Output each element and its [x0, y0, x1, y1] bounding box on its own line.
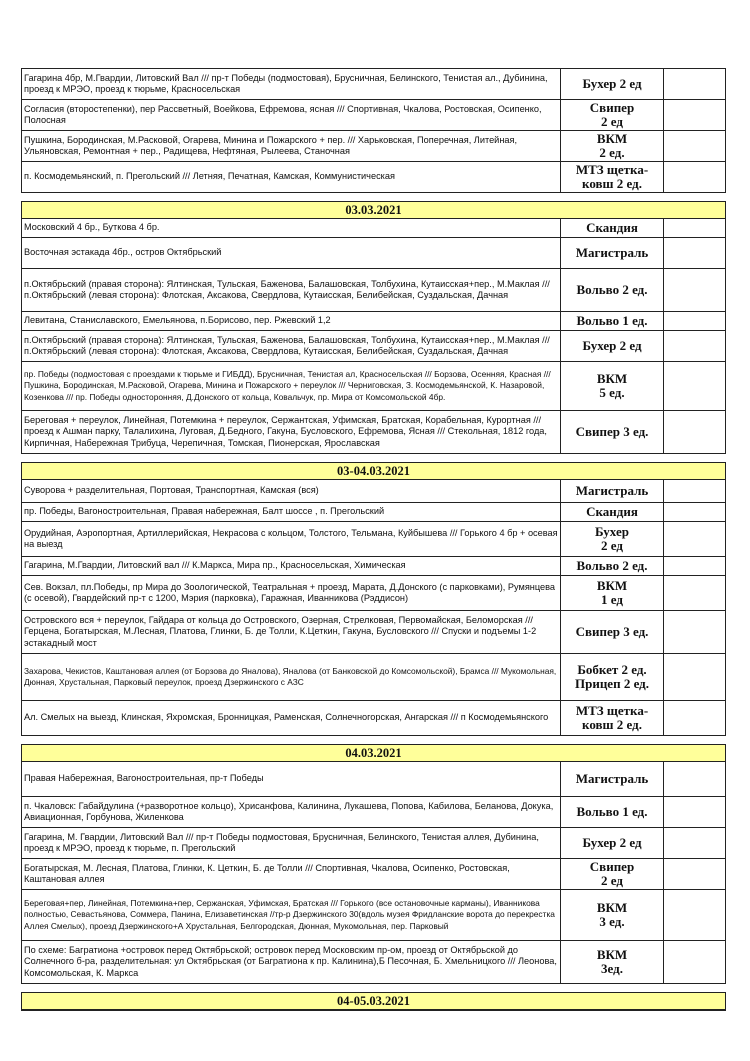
equipment-cell: Бухер 2 ед — [561, 522, 664, 556]
schedule-row — [22, 859, 725, 890]
schedule-row — [22, 762, 725, 797]
schedule-row — [22, 797, 725, 828]
equipment-cell: Магистраль — [561, 762, 664, 796]
equipment-cell: Свипер 2 ед — [561, 100, 664, 130]
date-header: 04-05.03.2021 — [22, 993, 725, 1010]
equipment-cell: ВКМ 5 ед. — [561, 362, 664, 410]
streets-text: Восточная эстакада 4бр., остров Октябрьский — [24, 247, 222, 258]
streets-cell — [22, 100, 561, 130]
streets-cell — [22, 701, 561, 735]
mark-cell — [664, 238, 725, 268]
streets-text: Московский 4 бр., Буткова 4 бр. — [24, 222, 160, 233]
streets-text: Ал. Смелых на выезд, Клинская, Яхромская, Бронницкая, Раменская, Солнечногорская, Ангарская /// п Космодемьянского — [24, 712, 549, 723]
schedule-row — [22, 69, 725, 100]
schedule-row — [22, 131, 725, 162]
schedule-row — [22, 411, 725, 454]
streets-cell — [22, 131, 561, 161]
schedule-row — [22, 219, 725, 238]
mark-cell — [664, 557, 725, 575]
equipment-cell: Свипер 3 ед. — [561, 411, 664, 453]
streets-text: Гагарина 4бр, М.Гвардии, Литовский Вал /// пр-т Победы (подмостовая), Брусничная, Белинского, Тенистая ал., Дубинина, проезд к МРЭО, проезд к тюрьме, Красносельская — [24, 72, 548, 94]
equipment-cell: Скандия — [561, 503, 664, 521]
schedule-row — [22, 941, 725, 984]
mark-cell — [664, 331, 725, 361]
equipment-cell: ВКМ 3 ед. — [561, 890, 664, 940]
streets-cell — [22, 269, 561, 311]
streets-text: Суворова + разделительная, Портовая, Транспортная, Камская (вся) — [24, 485, 319, 496]
mark-cell — [664, 69, 725, 99]
streets-text: п.Октябрьский (правая сторона): Ялтинская, Тульская, Баженова, Балашовская, Толбухина, Кутаисская+пер., М.Маклая /// п.Октябрьский (левая сторона): Флотская, Аксакова, Свердлова, Кутаисская, Белибейская, Суздальская, Дачная — [24, 334, 550, 356]
streets-text: Сев. Вокзал, пл.Победы, пр Мира до Зоологической, Театральная + проезд, Марата, Д.Донского (с парковками), Румянцева (с осевой), Гвардейский пр-т с 1200, Мэрия (парковка), Гаражная, Иванникова (Рэддисон) — [24, 581, 556, 603]
equipment-cell: Вольво 1 ед. — [561, 797, 664, 827]
schedule-row — [22, 162, 725, 193]
schedule-row — [22, 576, 725, 611]
equipment-cell: Вольво 2 ед. — [561, 557, 664, 575]
mark-cell — [664, 890, 725, 940]
mark-cell — [664, 503, 725, 521]
mark-cell — [664, 131, 725, 161]
schedule-document — [21, 68, 726, 1011]
streets-cell — [22, 859, 561, 889]
equipment-cell: ВКМ 1 ед — [561, 576, 664, 610]
date-header: 03.03.2021 — [22, 202, 725, 219]
streets-text: п. Чкаловск: Габайдулина (+разворотное кольцо), Хрисанфова, Калинина, Лукашева, Попова, Кабилова, Беланова, Докука, Авиационная, Горбунова, Жиленкова — [24, 800, 554, 822]
equipment-cell: Магистраль — [561, 238, 664, 268]
streets-cell — [22, 797, 561, 827]
mark-cell — [664, 100, 725, 130]
mark-cell — [664, 162, 725, 192]
schedule-row — [22, 654, 725, 701]
streets-cell — [22, 219, 561, 237]
mark-cell — [664, 762, 725, 796]
schedule-row — [22, 828, 725, 859]
streets-text: Правая Набережная, Вагоностроительная, пр-т Победы — [24, 773, 264, 784]
streets-text: Захарова, Чекистов, Каштановая аллея (от Борзова до Яналова), Яналова (от Банковской до Комсомольской), Брамса /// Мукомольная, Дюнная, Хрустальная, Парковый переулок, проезд Дзержинского с АЗС — [24, 665, 557, 687]
schedule-row — [22, 238, 725, 269]
streets-text: Пушкина, Бородинская, М.Расковой, Огарева, Минина и Пожарского + пер. /// Харьковская, Поперечная, Литейная, Ульяновская, Ремонтная + пер., Радищева, Нефтяная, Рылеева, Станочная — [24, 134, 518, 156]
streets-cell — [22, 654, 561, 700]
schedule-row — [22, 362, 725, 411]
streets-text: Береговая + переулок, Линейная, Потемкина + переулок, Сержантская, Уфимская, Братская, Корабельная, Курортная /// проезд к Ашман парку, Талалихина, Луговая, Д.Бедного, Гакуна, Бусловского, Ефремова, Ясная /// Стекольная, 1812 года, Кирпичная, Набережная Трибуца, Черепичная, Томская, Пионерская, Ярославская — [24, 414, 547, 448]
equipment-cell: Скандия — [561, 219, 664, 237]
mark-cell — [664, 576, 725, 610]
date-header: 03-04.03.2021 — [22, 463, 725, 480]
streets-text: Левитана, Станиславского, Емельянова, п.Борисово, пер. Ржевский 1,2 — [24, 315, 331, 326]
streets-cell — [22, 522, 561, 556]
streets-cell — [22, 557, 561, 575]
schedule-block — [21, 68, 726, 193]
streets-cell — [22, 362, 561, 410]
streets-text: Береговая+пер, Линейная, Потемкина+пер, Сержанская, Уфимская, Братская /// Горького (все остановочные карманы), Иванникова полностью, Севастьянова, Соммера, Панина, Елизаветинская //тр-р Дзержинского 30(вдоль музея Фридланские ворота до перекрестка Аллея Смелых), проезд Дзержинского+А Хрустальная, Белгородская, Дюнная, Мукомольная, пер. Парковый — [24, 897, 555, 931]
schedule-block — [21, 992, 726, 1011]
streets-cell — [22, 611, 561, 653]
schedule-row — [22, 269, 725, 312]
equipment-cell: Магистраль — [561, 480, 664, 502]
equipment-cell: МТЗ щетка- ковш 2 ед. — [561, 162, 664, 192]
streets-text: Островского вся + переулок, Гайдара от кольца до Островского, Озерная, Стрелковая, Первомайская, Беломорская /// Герцена, Богатырская, М.Лесная, Платова, Глинки, Б. де Толли, К.Цеткин, Гакуна, Бусловского /// Спуски и подъемы 1-2 эстакадный мост — [24, 614, 537, 648]
equipment-cell: Бобкет 2 ед. Прицеп 2 ед. — [561, 654, 664, 700]
mark-cell — [664, 654, 725, 700]
streets-cell — [22, 941, 561, 983]
mark-cell — [664, 219, 725, 237]
date-header: 04.03.2021 — [22, 745, 725, 762]
equipment-cell: Вольво 2 ед. — [561, 269, 664, 311]
mark-cell — [664, 859, 725, 889]
streets-cell — [22, 411, 561, 453]
equipment-cell: Свипер 2 ед — [561, 859, 664, 889]
schedule-row — [22, 890, 725, 941]
schedule-row — [22, 312, 725, 331]
mark-cell — [664, 611, 725, 653]
schedule-block — [21, 201, 726, 454]
streets-cell — [22, 331, 561, 361]
streets-cell — [22, 480, 561, 502]
streets-text: п.Октябрьский (правая сторона): Ялтинская, Тульская, Баженова, Балашовская, Толбухина, Кутаисская+пер., М.Маклая /// п.Октябрьский (левая сторона): Флотская, Аксакова, Свердлова, Кутаисская, Белибейская, Суздальская, Дачная — [24, 278, 550, 300]
schedule-row — [22, 331, 725, 362]
mark-cell — [664, 411, 725, 453]
streets-text: пр. Победы (подмостовая с проездами к тюрьме и ГИБДД), Брусничная, Тенистая ал, Красносельская /// Борзова, Осенняя, Красная /// Пушкина, Бородинская, М.Расковой, Огарева, Минина и Пожарского + переулок /// Черниговская, З. Космодемьянской, К. Назаровой, Козенкова /// пр. Победы односторонняя, Д.Донского от кольца, Ковальчук, пр. Мира от Комсомольской 4бр. — [24, 368, 551, 402]
schedule-row — [22, 522, 725, 557]
streets-cell — [22, 576, 561, 610]
streets-cell — [22, 69, 561, 99]
mark-cell — [664, 797, 725, 827]
mark-cell — [664, 312, 725, 330]
streets-text: п. Космодемьянский, п. Прегольский /// Летняя, Печатная, Камская, Коммунистическая — [24, 171, 395, 182]
mark-cell — [664, 362, 725, 410]
schedule-row — [22, 100, 725, 131]
streets-cell — [22, 503, 561, 521]
streets-text: Богатырская, М. Лесная, Платова, Глинки, К. Цеткин, Б. де Толли /// Спортивная, Чкалова, Осипенко, Ростовская, Каштановая аллея — [24, 862, 510, 884]
mark-cell — [664, 941, 725, 983]
equipment-cell: Бухер 2 ед — [561, 69, 664, 99]
schedule-row — [22, 480, 725, 503]
mark-cell — [664, 828, 725, 858]
streets-cell — [22, 238, 561, 268]
streets-text: Гагарина, М.Гвардии, Литовский вал /// К.Маркса, Мира пр., Красносельская, Химическая — [24, 560, 406, 571]
schedule-row — [22, 701, 725, 736]
equipment-cell: Бухер 2 ед — [561, 828, 664, 858]
equipment-cell: Вольво 1 ед. — [561, 312, 664, 330]
schedule-block — [21, 462, 726, 736]
streets-cell — [22, 762, 561, 796]
equipment-cell: ВКМ 2 ед. — [561, 131, 664, 161]
streets-cell — [22, 312, 561, 330]
streets-text: Согласия (второстепенки), пер Рассветный, Воейкова, Ефремова, ясная /// Спортивная, Чкалова, Ростовская, Осипенко, Полосная — [24, 103, 542, 125]
streets-text: По схеме: Багратиона +островок перед Октябрьской; островок перед Московским пр-ом, проезд от Октябрьской до Солнечного б-ра, разделительная: ул Октябрьская (от Багратиона к пр. Калинина),Б Песочная, Б. Хмельницкого /// Леонова, Комсомольская, К. Маркса — [24, 944, 557, 978]
mark-cell — [664, 522, 725, 556]
equipment-cell: Свипер 3 ед. — [561, 611, 664, 653]
mark-cell — [664, 480, 725, 502]
streets-text: Гагарина, М. Гвардии, Литовский Вал /// пр-т Победы подмостовая, Брусничная, Белинского, Тенистая аллея, Дубинина, проезд к МРЭО, проезд к тюрьме, п. Прегольский — [24, 831, 539, 853]
equipment-cell: ВКМ 3ед. — [561, 941, 664, 983]
equipment-cell: Бухер 2 ед — [561, 331, 664, 361]
mark-cell — [664, 701, 725, 735]
schedule-row — [22, 557, 725, 576]
streets-text: Орудийная, Аэропортная, Артиллерийская, Некрасова с кольцом, Толстого, Тельмана, Куйбышева /// Горького 4 бр + осевая на выезд — [24, 527, 558, 549]
equipment-cell: МТЗ щетка- ковш 2 ед. — [561, 701, 664, 735]
schedule-row — [22, 611, 725, 654]
streets-text: пр. Победы, Вагоностроительная, Правая набережная, Балт шоссе , п. Прегольский — [24, 506, 385, 517]
schedule-row — [22, 503, 725, 522]
schedule-block — [21, 744, 726, 984]
streets-cell — [22, 890, 561, 940]
streets-cell — [22, 162, 561, 192]
streets-cell — [22, 828, 561, 858]
mark-cell — [664, 269, 725, 311]
